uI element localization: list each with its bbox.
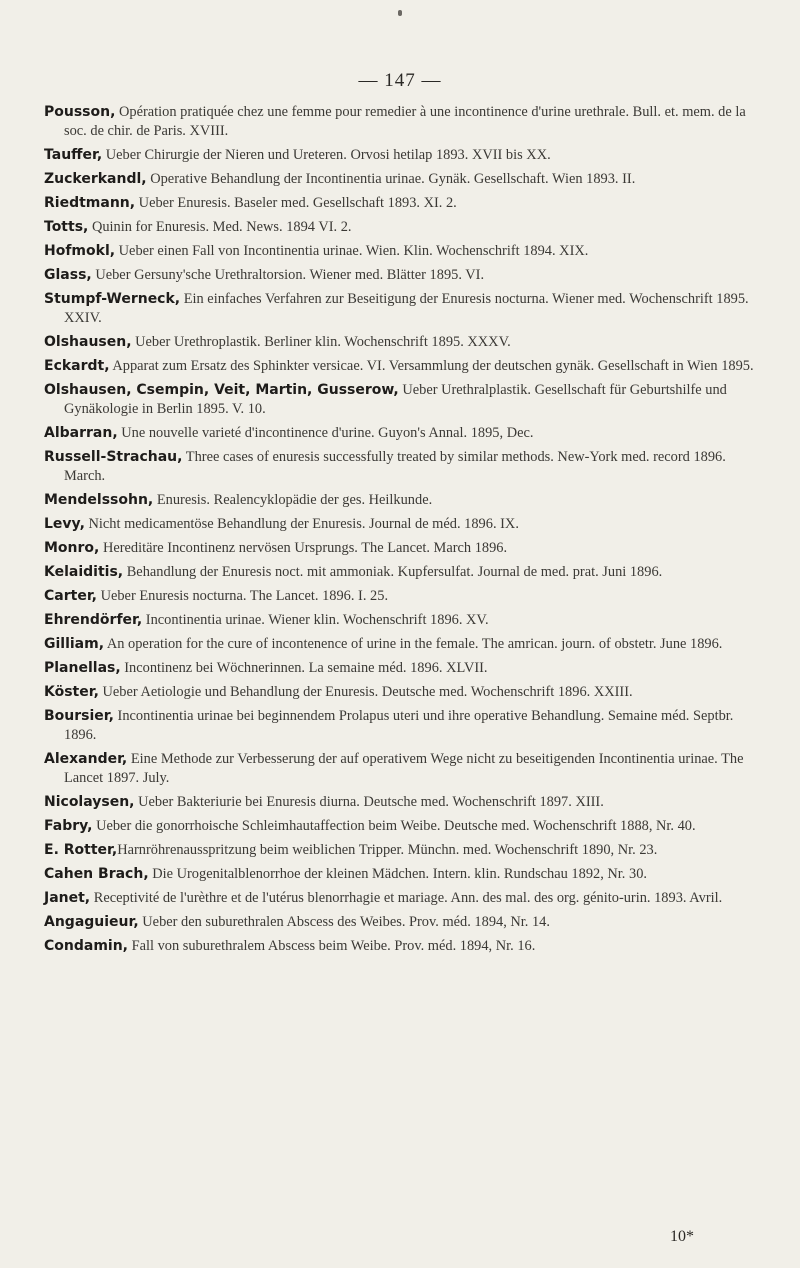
ink-speck bbox=[398, 10, 402, 16]
entry-citation: Apparat zum Ersatz des Sphinkter versicae. VI. Versammlung der deutschen gynäk. Gesellschaft in Wien 1895. bbox=[109, 358, 754, 374]
entry-author: Albarran, bbox=[44, 425, 118, 441]
entry-author: Condamin, bbox=[44, 938, 128, 954]
bibliography-entry bbox=[44, 194, 760, 213]
bibliography-entry bbox=[44, 515, 760, 534]
entry-citation: Ein einfaches Verfahren zur Beseitigung der Enuresis nocturna. Wiener med. Wochenschrift 1895. XXIV. bbox=[64, 291, 749, 326]
entry-citation: Incontinentia urinae bei beginnendem Prolapus uteri und ihre operative Behandlung. Semaine méd. Septbr. 1896. bbox=[64, 708, 734, 743]
bibliography-entry bbox=[44, 937, 760, 956]
entry-citation: Ueber Urethroplastik. Berliner klin. Wochenschrift 1895. XXXV. bbox=[131, 334, 511, 350]
entry-citation: Operative Behandlung der Incontinentia urinae. Gynäk. Gesellschaft. Wien 1893. II. bbox=[146, 171, 636, 187]
bibliography-entry bbox=[44, 218, 760, 237]
bibliography-entry bbox=[44, 242, 760, 261]
entry-citation: Incontinenz bei Wöchnerinnen. La semaine méd. 1896. XLVII. bbox=[120, 660, 488, 676]
bibliography-entry bbox=[44, 817, 760, 836]
bibliography-entry bbox=[44, 635, 760, 654]
entry-author: Carter, bbox=[44, 588, 97, 604]
entry-author: Russell-Strachau, bbox=[44, 449, 183, 465]
bibliography-entry bbox=[44, 587, 760, 606]
entry-citation: Opération pratiquée chez une femme pour remedier à une incontinence d'urine urethrale. Bull. et. mem. de la soc. de chir. de Paris. XVIII. bbox=[64, 104, 746, 139]
bibliography-entry bbox=[44, 491, 760, 510]
entry-author: Fabry, bbox=[44, 818, 93, 834]
bibliography-entry bbox=[44, 865, 760, 884]
entry-author: Boursier, bbox=[44, 708, 114, 724]
entry-author: Planellas, bbox=[44, 660, 121, 676]
entry-author: Monro, bbox=[44, 540, 100, 556]
page-number: — 147 — bbox=[358, 70, 442, 91]
signature-mark: 10* bbox=[670, 1228, 694, 1245]
entry-citation: Fall von suburethralem Abscess beim Weibe. Prov. méd. 1894, Nr. 16. bbox=[128, 938, 536, 954]
entry-citation: Ueber Bakteriurie bei Enuresis diurna. Deutsche med. Wochenschrift 1897. XIII. bbox=[134, 794, 604, 810]
bibliography-list bbox=[44, 103, 760, 961]
entry-citation: An operation for the cure of incontenence of urine in the female. The amrican. journ. of obstetr. June 1896. bbox=[104, 636, 723, 652]
entry-author: E. Rotter, bbox=[44, 842, 118, 858]
entry-citation: Une nouvelle varieté d'incontinence d'urine. Guyon's Annal. 1895, Dec. bbox=[117, 425, 534, 441]
entry-citation: Ueber Aetiologie und Behandlung der Enuresis. Deutsche med. Wochenschrift 1896. XXIII. bbox=[98, 684, 633, 700]
entry-citation: Ueber einen Fall von Incontinentia urinae. Wien. Klin. Wochenschrift 1894. XIX. bbox=[115, 243, 589, 259]
bibliography-entry bbox=[44, 333, 760, 352]
bibliography-entry bbox=[44, 381, 760, 419]
entry-author: Stumpf-Werneck, bbox=[44, 291, 181, 307]
bibliography-entry bbox=[44, 539, 760, 558]
entry-citation: Incontinentia urinae. Wiener klin. Wochenschrift 1896. XV. bbox=[142, 612, 489, 628]
bibliography-entry bbox=[44, 793, 760, 812]
entry-citation: Ueber Enuresis nocturna. The Lancet. 1896. I. 25. bbox=[96, 588, 389, 604]
entry-citation: Eine Methode zur Verbesserung der auf operativem Wege nicht zu beseitigenden Incontinentia urinae. The Lancet 1897. July. bbox=[64, 751, 744, 786]
entry-author: Riedtmann, bbox=[44, 195, 136, 211]
entry-author: Kelaiditis, bbox=[44, 564, 124, 580]
entry-author: Zuckerkandl, bbox=[44, 171, 147, 187]
bibliography-entry bbox=[44, 913, 760, 932]
entry-citation: Ueber Gersuny'sche Urethraltorsion. Wiener med. Blätter 1895. VI. bbox=[91, 267, 485, 283]
entry-author: Angaguieur, bbox=[44, 914, 139, 930]
entry-author: Nicolaysen, bbox=[44, 794, 135, 810]
entry-citation: Harnröhrenausspritzung beim weiblichen Tripper. Münchn. med. Wochenschrift 1890, Nr. 23. bbox=[117, 842, 658, 858]
entry-author: Hofmokl, bbox=[44, 243, 116, 259]
entry-author: Pousson, bbox=[44, 104, 116, 120]
entry-citation: Behandlung der Enuresis noct. mit ammoniak. Kupfersulfat. Journal de med. prat. Juni 1896. bbox=[123, 564, 663, 580]
entry-citation: Quinin for Enuresis. Med. News. 1894 VI. 2. bbox=[88, 219, 352, 235]
entry-citation: Three cases of enuresis successfully treated by similar methods. New-York med. record 1896. March. bbox=[64, 449, 726, 484]
entry-author: Ehrendörfer, bbox=[44, 612, 143, 628]
entry-author: Köster, bbox=[44, 684, 99, 700]
bibliography-entry bbox=[44, 290, 760, 328]
entry-citation: Ueber den suburethralen Abscess des Weibes. Prov. méd. 1894, Nr. 14. bbox=[138, 914, 550, 930]
entry-author: Alexander, bbox=[44, 751, 128, 767]
entry-author: Mendelssohn, bbox=[44, 492, 154, 508]
entry-author: Janet, bbox=[44, 890, 91, 906]
entry-author: Levy, bbox=[44, 516, 85, 532]
bibliography-entry bbox=[44, 424, 760, 443]
entry-author: Tauffer, bbox=[44, 147, 103, 163]
entry-citation: Ueber Urethralplastik. Gesellschaft für Geburtshilfe und Gynäkologie in Berlin 1895. V. 10. bbox=[64, 382, 727, 417]
entry-citation: Die Urogenitalblenorrhoe der kleinen Mädchen. Intern. klin. Rundschau 1892, Nr. 30. bbox=[148, 866, 647, 882]
entry-citation: Ueber Chirurgie der Nieren und Ureteren. Orvosi hetilap 1893. XVII bis XX. bbox=[102, 147, 551, 163]
bibliography-entry bbox=[44, 170, 760, 189]
entry-citation: Nicht medicamentöse Behandlung der Enuresis. Journal de méd. 1896. IX. bbox=[84, 516, 519, 532]
bibliography-entry bbox=[44, 448, 760, 486]
bibliography-entry bbox=[44, 146, 760, 165]
entry-author: Gilliam, bbox=[44, 636, 105, 652]
entry-author: Olshausen, Csempin, Veit, Martin, Gusserow, bbox=[44, 382, 399, 398]
entry-citation: Hereditäre Incontinenz nervösen Ursprungs. The Lancet. March 1896. bbox=[99, 540, 508, 556]
bibliography-entry bbox=[44, 266, 760, 285]
entry-author: Totts, bbox=[44, 219, 89, 235]
entry-citation: Ueber die gonorrhoische Schleimhautaffection beim Weibe. Deutsche med. Wochenschrift 1888, Nr. 40. bbox=[92, 818, 696, 834]
bibliography-entry bbox=[44, 889, 760, 908]
bibliography-entry bbox=[44, 683, 760, 702]
bibliography-entry bbox=[44, 563, 760, 582]
bibliography-entry bbox=[44, 841, 760, 860]
entry-citation: Ueber Enuresis. Baseler med. Gesellschaft 1893. XI. 2. bbox=[135, 195, 457, 211]
bibliography-entry bbox=[44, 707, 760, 745]
bibliography-entry bbox=[44, 611, 760, 630]
entry-citation: Receptivité de l'urèthre et de l'utérus blenorrhagie et mariage. Ann. des mal. des org. génito-urin. 1893. Avril. bbox=[90, 890, 723, 906]
bibliography-entry bbox=[44, 659, 760, 678]
entry-author: Cahen Brach, bbox=[44, 866, 149, 882]
entry-author: Glass, bbox=[44, 267, 92, 283]
entry-author: Eckardt, bbox=[44, 358, 110, 374]
bibliography-entry bbox=[44, 357, 760, 376]
entry-author: Olshausen, bbox=[44, 334, 132, 350]
bibliography-entry bbox=[44, 750, 760, 788]
bibliography-entry bbox=[44, 103, 760, 141]
entry-citation: Enuresis. Realencyklopädie der ges. Heilkunde. bbox=[153, 492, 433, 508]
